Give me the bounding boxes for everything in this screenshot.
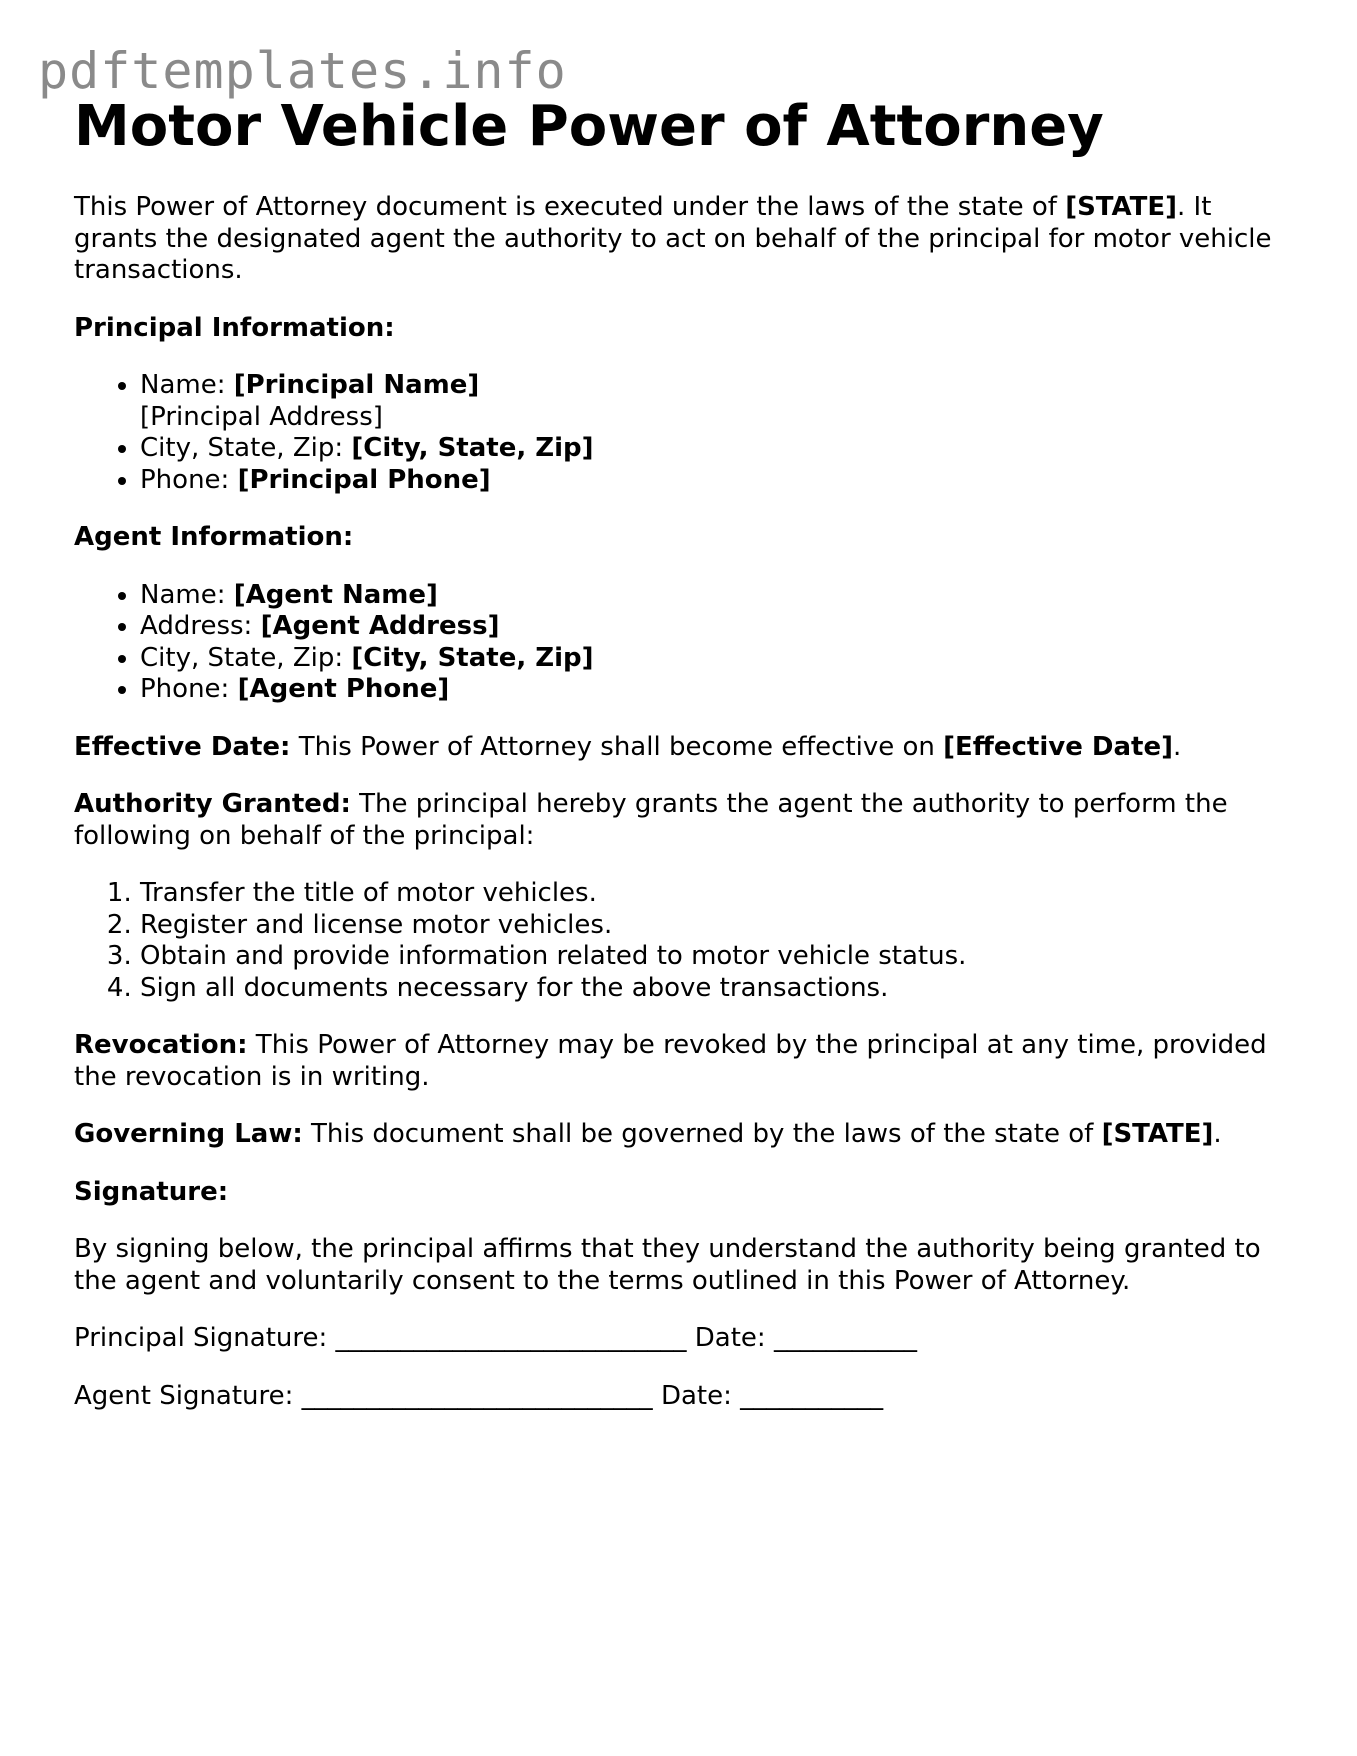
intro-state: [STATE] xyxy=(1065,192,1178,222)
intro-text-before: This Power of Attorney document is executed under the laws of the state of xyxy=(74,192,1066,222)
authority-item: 2. Register and license motor vehicles. xyxy=(140,910,1284,942)
document xyxy=(74,92,1284,1412)
governing-law-state: [STATE] xyxy=(1101,1119,1214,1149)
principal-signature-line: Principal Signature: ___________________________ Date: ___________ xyxy=(74,1323,917,1353)
agent-name-label: Name: xyxy=(140,579,234,610)
intro-text-after: . It grants the designated agent the authority to act on behalf of the principal for motor vehicle transactions. xyxy=(74,192,1272,285)
agent-city-item xyxy=(140,643,1284,675)
authority-text: The principal hereby grants the agent the authority to perform the following on behalf of the principal: xyxy=(74,789,1228,851)
agent-signature-line: Agent Signature: ___________________________ Date: ___________ xyxy=(74,1380,884,1411)
agent-city-value: [City, State, Zip] xyxy=(351,642,594,673)
governing-law-text: This document shall be governed by the laws of the state of xyxy=(302,1119,1102,1149)
effective-date-value: [Effective Date] xyxy=(943,731,1173,762)
authority-paragraph xyxy=(74,789,1284,852)
principal-phone-value: [Principal Phone] xyxy=(237,464,491,495)
intro-paragraph xyxy=(74,192,1284,287)
agent-name-item xyxy=(140,580,1284,612)
effective-date-paragraph xyxy=(74,732,1284,764)
document-title: Motor Vehicle Power of Attorney xyxy=(74,94,1104,159)
watermark: pdftemplates.info xyxy=(38,42,567,100)
principal-city-label: City, State, Zip: xyxy=(140,433,352,463)
revocation-paragraph xyxy=(74,1030,1284,1093)
agent-list xyxy=(74,580,1284,706)
effective-date-label: Effective Date: xyxy=(74,731,291,762)
agent-heading: Agent Information: xyxy=(74,522,354,552)
authority-label: Authority Granted: xyxy=(74,789,351,819)
principal-list xyxy=(74,370,1284,496)
principal-city-value: [City, State, Zip] xyxy=(351,433,594,463)
agent-address-item xyxy=(140,611,1284,643)
agent-address-label: Address: xyxy=(140,611,261,641)
authority-item: 3. Obtain and provide information related to motor vehicle status. xyxy=(140,941,1284,973)
principal-name-value: [Principal Name] xyxy=(233,370,480,400)
principal-phone-label: Phone: xyxy=(140,464,238,495)
agent-phone-value: [Agent Phone] xyxy=(237,674,450,704)
revocation-label: Revocation: xyxy=(74,1030,248,1060)
signature-heading: Signature: xyxy=(74,1176,229,1207)
governing-law-end: . xyxy=(1213,1119,1222,1149)
principal-city-item xyxy=(140,433,1284,465)
agent-phone-label: Phone: xyxy=(140,674,238,704)
agent-name-value: [Agent Name] xyxy=(233,579,438,610)
effective-date-end: . xyxy=(1172,731,1182,762)
agent-city-label: City, State, Zip: xyxy=(140,642,352,673)
governing-law-label: Governing Law: xyxy=(74,1119,303,1149)
agent-address-value: [Agent Address] xyxy=(260,611,500,641)
governing-law-paragraph xyxy=(74,1119,1284,1151)
principal-address-value: [Principal Address] xyxy=(140,401,383,432)
agent-phone-item xyxy=(140,674,1284,706)
signature-text: By signing below, the principal affirms that they understand the authority being granted to the agent and voluntarily consent to the terms outlined in this Power of Attorney. xyxy=(74,1234,1261,1296)
principal-name-item xyxy=(140,370,1284,433)
revocation-text: This Power of Attorney may be revoked by the principal at any time, provided the revocation is in writing. xyxy=(74,1030,1267,1092)
principal-heading: Principal Information: xyxy=(74,312,395,343)
authority-item: 4. Sign all documents necessary for the above transactions. xyxy=(140,973,1284,1005)
authority-item: 1. Transfer the title of motor vehicles. xyxy=(140,878,1284,910)
effective-date-text: This Power of Attorney shall become effective on xyxy=(290,731,944,762)
principal-name-label: Name: xyxy=(140,370,234,400)
authority-list xyxy=(74,878,1284,1004)
principal-phone-item xyxy=(140,465,1284,497)
